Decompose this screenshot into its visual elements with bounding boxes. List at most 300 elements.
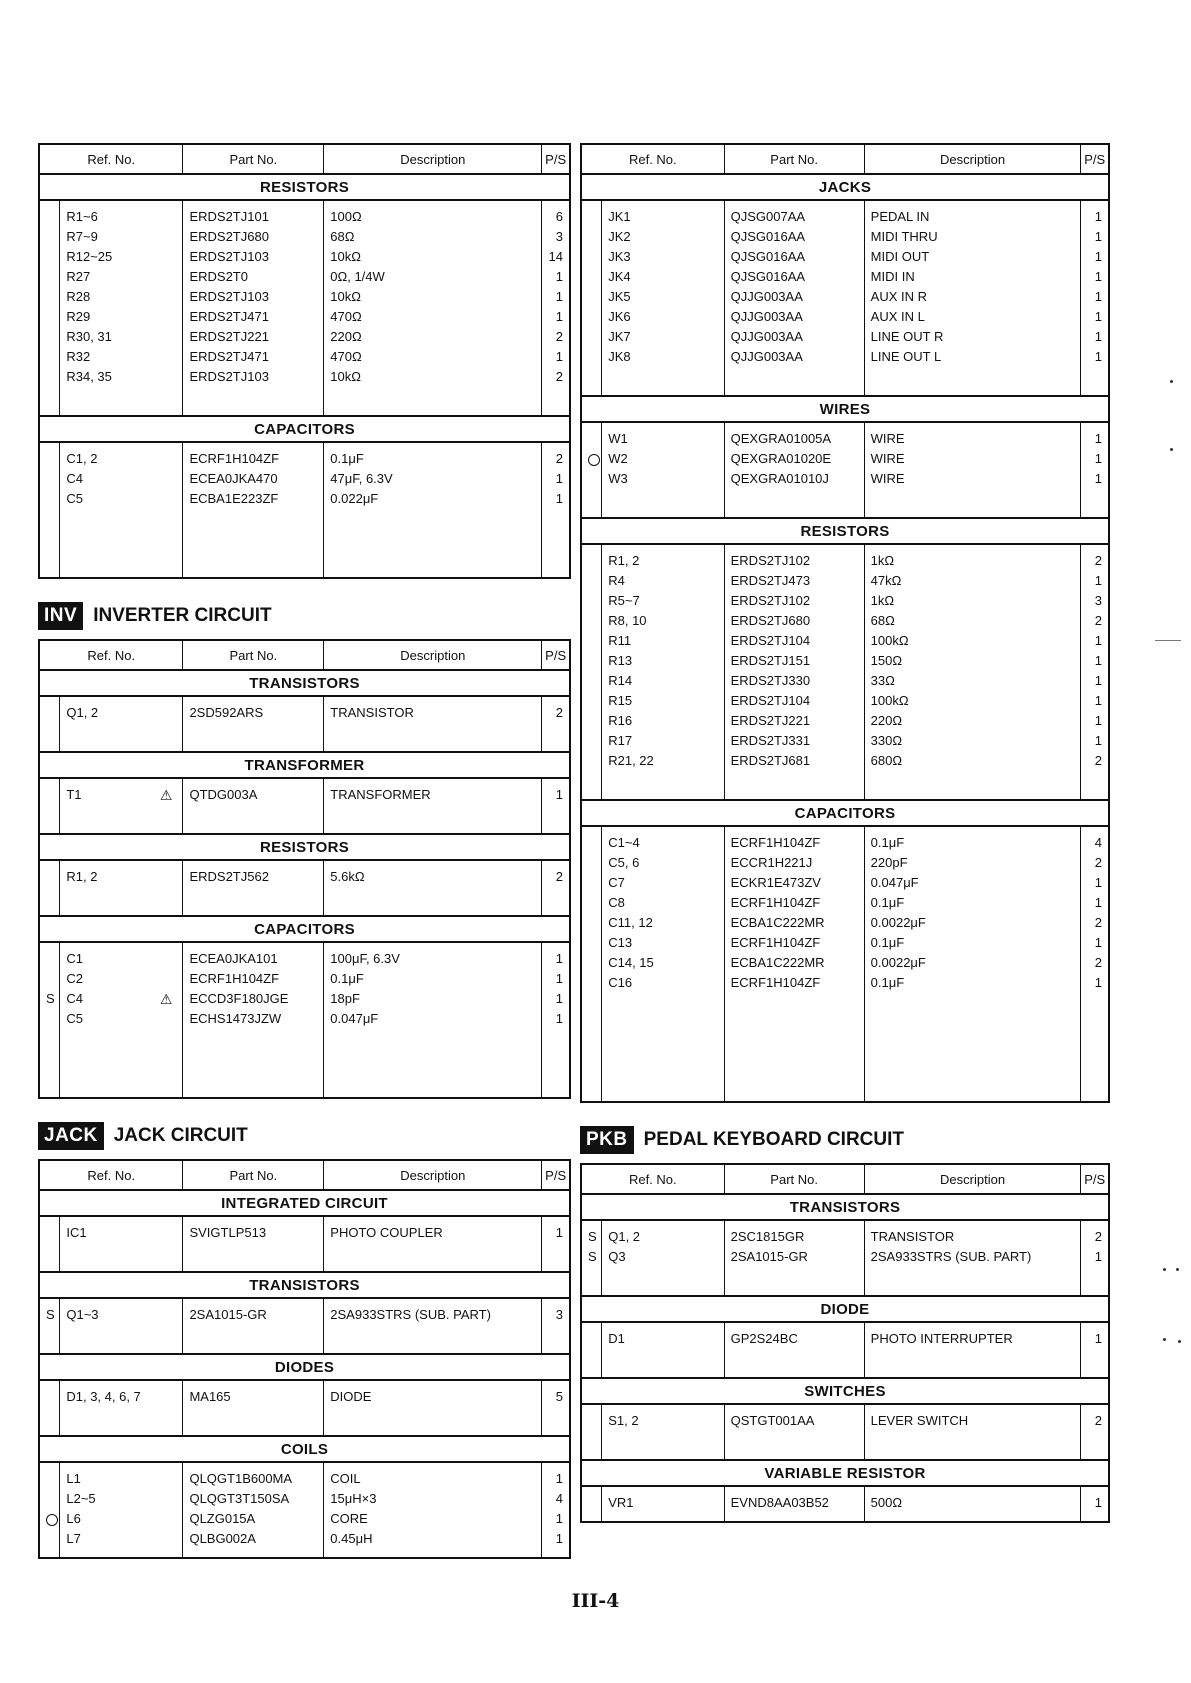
- part-no: EVND8AA03B52: [730, 1495, 829, 1510]
- ps-column: [1081, 1486, 1109, 1522]
- ref-no: JK8: [608, 349, 631, 364]
- ref-column: [602, 1322, 724, 1378]
- ref-no: R1, 2: [608, 553, 640, 568]
- ref-column: [60, 1380, 183, 1436]
- ps-column: [542, 696, 570, 752]
- ref-column: [60, 1216, 183, 1272]
- ps-qty: 1: [555, 787, 563, 802]
- mark-column: [39, 860, 60, 916]
- desc-column: [864, 1404, 1081, 1460]
- ps-column: [1081, 544, 1109, 800]
- description: 0.022μF: [330, 491, 379, 506]
- description: 5.6kΩ: [330, 869, 365, 884]
- ps-qty: 2: [555, 451, 563, 466]
- ps-column: [1081, 826, 1109, 1102]
- ref-no: R17: [608, 733, 633, 748]
- description: 18pF: [330, 991, 360, 1006]
- description: 100kΩ: [870, 633, 909, 648]
- desc-column: [324, 860, 542, 916]
- description: 100Ω: [330, 209, 362, 224]
- description: 10kΩ: [330, 289, 361, 304]
- ref-no: C13: [608, 935, 633, 950]
- ref-column: [60, 1462, 183, 1558]
- ref-no: C2: [66, 971, 83, 986]
- part-column: [183, 1216, 324, 1272]
- part-no: 2SD592ARS: [189, 705, 264, 720]
- header-ref: Ref. No.: [39, 144, 183, 174]
- ps-qty: 1: [555, 991, 563, 1006]
- part-no: QJSG016AA: [730, 229, 806, 244]
- section-title: DIODE: [581, 1296, 1109, 1322]
- ref-no: C5: [66, 491, 83, 506]
- part-no: ECKR1E473ZV: [730, 875, 821, 890]
- ref-column: [60, 696, 183, 752]
- header-ps: P/S: [542, 640, 570, 670]
- description: CORE: [330, 1511, 368, 1526]
- ref-no: W2: [608, 451, 628, 466]
- ref-no: C1~4: [608, 835, 640, 850]
- desc-column: [864, 544, 1081, 800]
- ref-no: R1, 2: [66, 869, 98, 884]
- ref-no: L1: [66, 1471, 81, 1486]
- mark-column: [39, 1298, 60, 1354]
- part-no: ERDS2TJ473: [730, 573, 811, 588]
- part-no: SVIGTLP513: [189, 1225, 267, 1240]
- header-ps: P/S: [542, 1160, 570, 1190]
- ref-no: R12~25: [66, 249, 113, 264]
- header-desc: Description: [864, 1164, 1081, 1194]
- ref-no: Q1, 2: [608, 1229, 641, 1244]
- description: 100μF, 6.3V: [330, 951, 400, 966]
- ps-qty: 2: [555, 329, 563, 344]
- ref-no: C7: [608, 875, 625, 890]
- header-part: Part No.: [724, 1164, 864, 1194]
- description: MIDI THRU: [870, 229, 938, 244]
- description: 15μH×3: [330, 1491, 377, 1506]
- ref-no: L7: [66, 1531, 81, 1546]
- ref-no: C1: [66, 951, 83, 966]
- ps-qty: 3: [555, 229, 563, 244]
- circuit-title-text: INVERTER CIRCUIT: [93, 605, 272, 626]
- scan-speck: [1163, 1268, 1166, 1271]
- part-no: QJJG003AA: [730, 349, 803, 364]
- part-no: ERDS2TJ104: [730, 633, 811, 648]
- description: AUX IN L: [870, 309, 925, 324]
- part-column: [183, 1380, 324, 1436]
- ref-column: [60, 442, 183, 578]
- inverter-table: [38, 639, 571, 1099]
- ref-no: R28: [66, 289, 91, 304]
- ref-no: JK5: [608, 289, 631, 304]
- part-column: [724, 1220, 864, 1296]
- main-right-table: [580, 143, 1110, 1103]
- ref-no: D1, 3, 4, 6, 7: [66, 1389, 141, 1404]
- ps-qty: 4: [1094, 835, 1102, 850]
- ref-no: C1, 2: [66, 451, 98, 466]
- ps-qty: 1: [1094, 713, 1102, 728]
- section-title: RESISTORS: [39, 834, 570, 860]
- description: 680Ω: [870, 753, 903, 768]
- part-no: ERDS2T0: [189, 269, 248, 284]
- right-column: [580, 143, 1110, 1545]
- ps-qty: 1: [1094, 249, 1102, 264]
- ps-qty: 2: [555, 369, 563, 384]
- part-no: ECRF1H104ZF: [730, 975, 821, 990]
- part-no: ERDS2TJ471: [189, 349, 269, 364]
- part-no: QTDG003A: [189, 787, 258, 802]
- ref-no: VR1: [608, 1495, 634, 1510]
- desc-column: [324, 1216, 542, 1272]
- ps-column: [542, 1298, 570, 1354]
- ps-qty: 2: [1094, 855, 1102, 870]
- desc-column: [864, 1486, 1081, 1522]
- header-part: Part No.: [183, 640, 324, 670]
- part-no: ERDS2TJ221: [730, 713, 811, 728]
- part-column: [183, 1462, 324, 1558]
- part-no: QLQGT1B600MA: [189, 1471, 293, 1486]
- ps-qty: 2: [1094, 753, 1102, 768]
- section-title: CAPACITORS: [39, 416, 570, 442]
- desc-column: [864, 422, 1081, 518]
- ps-qty: 1: [555, 349, 563, 364]
- supply-mark: S: [588, 1229, 597, 1244]
- part-no: ECRF1H104ZF: [730, 935, 821, 950]
- description: 220Ω: [870, 713, 903, 728]
- ref-no: R30, 31: [66, 329, 112, 344]
- description: DIODE: [330, 1389, 372, 1404]
- ps-qty: 1: [1094, 935, 1102, 950]
- part-column: [183, 1298, 324, 1354]
- ref-no: Q1~3: [66, 1307, 99, 1322]
- ref-no: R32: [66, 349, 91, 364]
- ps-qty: 5: [555, 1389, 563, 1404]
- ps-qty: 1: [555, 1511, 563, 1526]
- description: 220pF: [870, 855, 908, 870]
- header-ref: Ref. No.: [581, 1164, 724, 1194]
- description: PHOTO INTERRUPTER: [870, 1331, 1013, 1346]
- part-no: QEXGRA01020E: [730, 451, 832, 466]
- ref-no: JK1: [608, 209, 631, 224]
- ps-qty: 1: [555, 289, 563, 304]
- ps-qty: 1: [555, 971, 563, 986]
- header-ps: P/S: [1081, 144, 1109, 174]
- description: AUX IN R: [870, 289, 927, 304]
- description: 0Ω, 1/4W: [330, 269, 385, 284]
- pedal-keyboard-table: [580, 1163, 1110, 1523]
- description: 0.0022μF: [870, 915, 926, 930]
- scan-speck: [1163, 1338, 1166, 1341]
- ref-no: C8: [608, 895, 625, 910]
- description: TRANSFORMER: [330, 787, 431, 802]
- part-no: QSTGT001AA: [730, 1413, 815, 1428]
- description: 47kΩ: [870, 573, 902, 588]
- ref-no: R5~7: [608, 593, 640, 608]
- ref-no: C14, 15: [608, 955, 654, 970]
- desc-column: [864, 826, 1081, 1102]
- mark-column: [581, 1404, 602, 1460]
- part-no: MA165: [189, 1389, 231, 1404]
- mark-column: [39, 942, 60, 1098]
- part-no: QEXGRA01010J: [730, 471, 829, 486]
- ps-qty: 2: [1094, 955, 1102, 970]
- circuit-badge: PKB: [580, 1126, 634, 1154]
- mark-column: [39, 200, 60, 416]
- description: PHOTO COUPLER: [330, 1225, 443, 1240]
- supply-mark: S: [46, 1307, 55, 1322]
- part-no: ERDS2TJ102: [730, 553, 811, 568]
- section-title: SWITCHES: [581, 1378, 1109, 1404]
- part-column: [183, 442, 324, 578]
- ps-qty: 1: [1094, 289, 1102, 304]
- description: LINE OUT R: [870, 329, 944, 344]
- scan-speck: [1178, 1340, 1181, 1343]
- scan-speck: [1176, 1268, 1179, 1271]
- ps-column: [542, 200, 570, 416]
- supply-mark: S: [46, 991, 55, 1006]
- header-desc: Description: [864, 144, 1081, 174]
- part-no: 2SA1015-GR: [189, 1307, 267, 1322]
- page-number: III-4: [571, 1590, 620, 1612]
- mark-column: [39, 1380, 60, 1436]
- part-no: ERDS2TJ101: [189, 209, 269, 224]
- part-no: ERDS2TJ680: [730, 613, 811, 628]
- description: 220Ω: [330, 329, 362, 344]
- ref-no: T1: [66, 787, 82, 802]
- mark-column: [581, 544, 602, 800]
- part-no: ERDS2TJ151: [730, 653, 811, 668]
- description: WIRE: [870, 431, 905, 446]
- part-column: [724, 422, 864, 518]
- description: 150Ω: [870, 653, 903, 668]
- ref-column: [602, 826, 724, 1102]
- ps-qty: 1: [555, 1225, 563, 1240]
- scan-speck: [1170, 448, 1173, 451]
- part-column: [724, 1322, 864, 1378]
- description: 10kΩ: [330, 249, 361, 264]
- scan-mark: [1155, 640, 1181, 641]
- part-no: QJSG007AA: [730, 209, 806, 224]
- ref-no: C4: [66, 991, 83, 1006]
- ref-no: W3: [608, 471, 628, 486]
- part-no: ECEA0JKA470: [189, 471, 278, 486]
- section-title: VARIABLE RESISTOR: [581, 1460, 1109, 1486]
- ref-no: Q3: [608, 1249, 626, 1264]
- desc-column: [324, 778, 542, 834]
- ps-qty: 1: [1094, 975, 1102, 990]
- description: PEDAL IN: [870, 209, 930, 224]
- ps-column: [1081, 422, 1109, 518]
- desc-column: [864, 1322, 1081, 1378]
- ref-column: [60, 860, 183, 916]
- ps-qty: 2: [1094, 613, 1102, 628]
- description: LINE OUT L: [870, 349, 942, 364]
- mark-column: [581, 422, 602, 518]
- part-no: ECBA1C222MR: [730, 915, 825, 930]
- part-no: 2SA1015-GR: [730, 1249, 808, 1264]
- ref-column: [602, 200, 724, 396]
- circuit-badge: INV: [38, 602, 83, 630]
- mark-column: [39, 696, 60, 752]
- description: COIL: [330, 1471, 361, 1486]
- part-no: ERDS2TJ562: [189, 869, 269, 884]
- part-no: ERDS2TJ102: [730, 593, 811, 608]
- mark-column: [39, 442, 60, 578]
- warning-triangle-icon: ⚠: [159, 991, 173, 1007]
- part-no: QJJG003AA: [730, 329, 803, 344]
- section-title: DIODES: [39, 1354, 570, 1380]
- ps-qty: 1: [1094, 471, 1102, 486]
- part-no: QLQGT3T150SA: [189, 1491, 290, 1506]
- part-column: [724, 1404, 864, 1460]
- description: 1kΩ: [870, 593, 895, 608]
- description: 0.0022μF: [870, 955, 926, 970]
- ps-qty: 1: [1094, 653, 1102, 668]
- ref-no: W1: [608, 431, 628, 446]
- part-column: [724, 826, 864, 1102]
- section-title: TRANSFORMER: [39, 752, 570, 778]
- ref-no: R1~6: [66, 209, 98, 224]
- part-no: ERDS2TJ681: [730, 753, 811, 768]
- ref-no: R4: [608, 573, 625, 588]
- part-no: QJJG003AA: [730, 289, 803, 304]
- header-part: Part No.: [724, 144, 864, 174]
- ps-qty: 1: [555, 471, 563, 486]
- mark-column: [39, 778, 60, 834]
- part-no: 2SC1815GR: [730, 1229, 805, 1244]
- description: TRANSISTOR: [330, 705, 414, 720]
- ps-qty: 1: [1094, 329, 1102, 344]
- header-part: Part No.: [183, 1160, 324, 1190]
- description: 500Ω: [870, 1495, 903, 1510]
- ref-no: JK4: [608, 269, 631, 284]
- description: 0.047μF: [330, 1011, 379, 1026]
- circuit-badge: JACK: [38, 1122, 104, 1150]
- part-column: [183, 778, 324, 834]
- supply-mark: S: [588, 1249, 597, 1264]
- ref-no: R27: [66, 269, 91, 284]
- ps-qty: 3: [1094, 593, 1102, 608]
- description: 0.1μF: [330, 451, 364, 466]
- section-title: WIRES: [581, 396, 1109, 422]
- ref-no: R34, 35: [66, 369, 112, 384]
- ps-column: [1081, 1404, 1109, 1460]
- description: 470Ω: [330, 349, 362, 364]
- description: 0.1μF: [870, 975, 905, 990]
- desc-column: [324, 696, 542, 752]
- ps-qty: 2: [555, 705, 563, 720]
- ps-column: [542, 942, 570, 1098]
- ref-column: [602, 1220, 724, 1296]
- desc-column: [864, 1220, 1081, 1296]
- ps-column: [542, 442, 570, 578]
- ref-column: [60, 942, 183, 1098]
- ps-column: [1081, 200, 1109, 396]
- circle-mark-icon: [46, 1514, 58, 1526]
- description: WIRE: [870, 471, 905, 486]
- section-title: TRANSISTORS: [581, 1194, 1109, 1220]
- ref-column: [60, 1298, 183, 1354]
- ps-qty: 1: [555, 269, 563, 284]
- section-title: RESISTORS: [581, 518, 1109, 544]
- ref-no: D1: [608, 1331, 625, 1346]
- part-column: [183, 696, 324, 752]
- part-no: ERDS2TJ103: [189, 289, 269, 304]
- ref-no: JK2: [608, 229, 631, 244]
- part-column: [724, 1486, 864, 1522]
- header-desc: Description: [324, 144, 542, 174]
- part-no: QJSG016AA: [730, 269, 806, 284]
- ps-column: [542, 778, 570, 834]
- ps-qty: 3: [555, 1307, 563, 1322]
- part-no: QLBG002A: [189, 1531, 256, 1546]
- part-no: ERDS2TJ331: [730, 733, 811, 748]
- ps-qty: 2: [1094, 1229, 1102, 1244]
- ps-qty: 1: [1094, 1249, 1102, 1264]
- header-part: Part No.: [183, 144, 324, 174]
- description: LEVER SWITCH: [870, 1413, 969, 1428]
- part-no: GP2S24BC: [730, 1331, 798, 1346]
- mark-column: [581, 1220, 602, 1296]
- section-title: JACKS: [581, 174, 1109, 200]
- description: 0.1μF: [870, 835, 905, 850]
- ref-column: [602, 1486, 724, 1522]
- section-title: CAPACITORS: [581, 800, 1109, 826]
- ref-no: R15: [608, 693, 633, 708]
- description: 2SA933STRS (SUB. PART): [330, 1307, 491, 1322]
- section-title: RESISTORS: [39, 174, 570, 200]
- ref-no: C16: [608, 975, 633, 990]
- description: MIDI IN: [870, 269, 915, 284]
- ref-no: R7~9: [66, 229, 98, 244]
- description: 0.1μF: [330, 971, 364, 986]
- ref-no: C5: [66, 1011, 83, 1026]
- part-no: ECHS1473JZW: [189, 1011, 282, 1026]
- part-no: ECRF1H104ZF: [730, 895, 821, 910]
- ref-no: JK6: [608, 309, 631, 324]
- ps-qty: 1: [1094, 209, 1102, 224]
- ref-no: R16: [608, 713, 633, 728]
- mark-column: [39, 1216, 60, 1272]
- part-no: ERDS2TJ221: [189, 329, 269, 344]
- ps-qty: 1: [555, 309, 563, 324]
- ref-no: JK3: [608, 249, 631, 264]
- description: 68Ω: [330, 229, 355, 244]
- mark-column: [581, 200, 602, 396]
- header-ps: P/S: [1081, 1164, 1109, 1194]
- description: 33Ω: [870, 673, 895, 688]
- ps-qty: 1: [1094, 673, 1102, 688]
- ps-column: [542, 860, 570, 916]
- part-no: ECCD3F180JGE: [189, 991, 289, 1006]
- scan-speck: [1170, 380, 1173, 383]
- ps-column: [1081, 1322, 1109, 1378]
- part-no: ECEA0JKA101: [189, 951, 278, 966]
- ps-qty: 1: [555, 1471, 563, 1486]
- description: TRANSISTOR: [870, 1229, 955, 1244]
- ref-no: R11: [608, 633, 632, 648]
- part-no: ECRF1H104ZF: [189, 451, 280, 466]
- description: 68Ω: [870, 613, 895, 628]
- ref-no: R14: [608, 673, 633, 688]
- desc-column: [324, 1298, 542, 1354]
- desc-column: [324, 442, 542, 578]
- section-title: COILS: [39, 1436, 570, 1462]
- desc-column: [324, 942, 542, 1098]
- header-desc: Description: [324, 1160, 542, 1190]
- part-no: ECBA1C222MR: [730, 955, 825, 970]
- ps-qty: 1: [555, 1011, 563, 1026]
- header-ref: Ref. No.: [39, 1160, 183, 1190]
